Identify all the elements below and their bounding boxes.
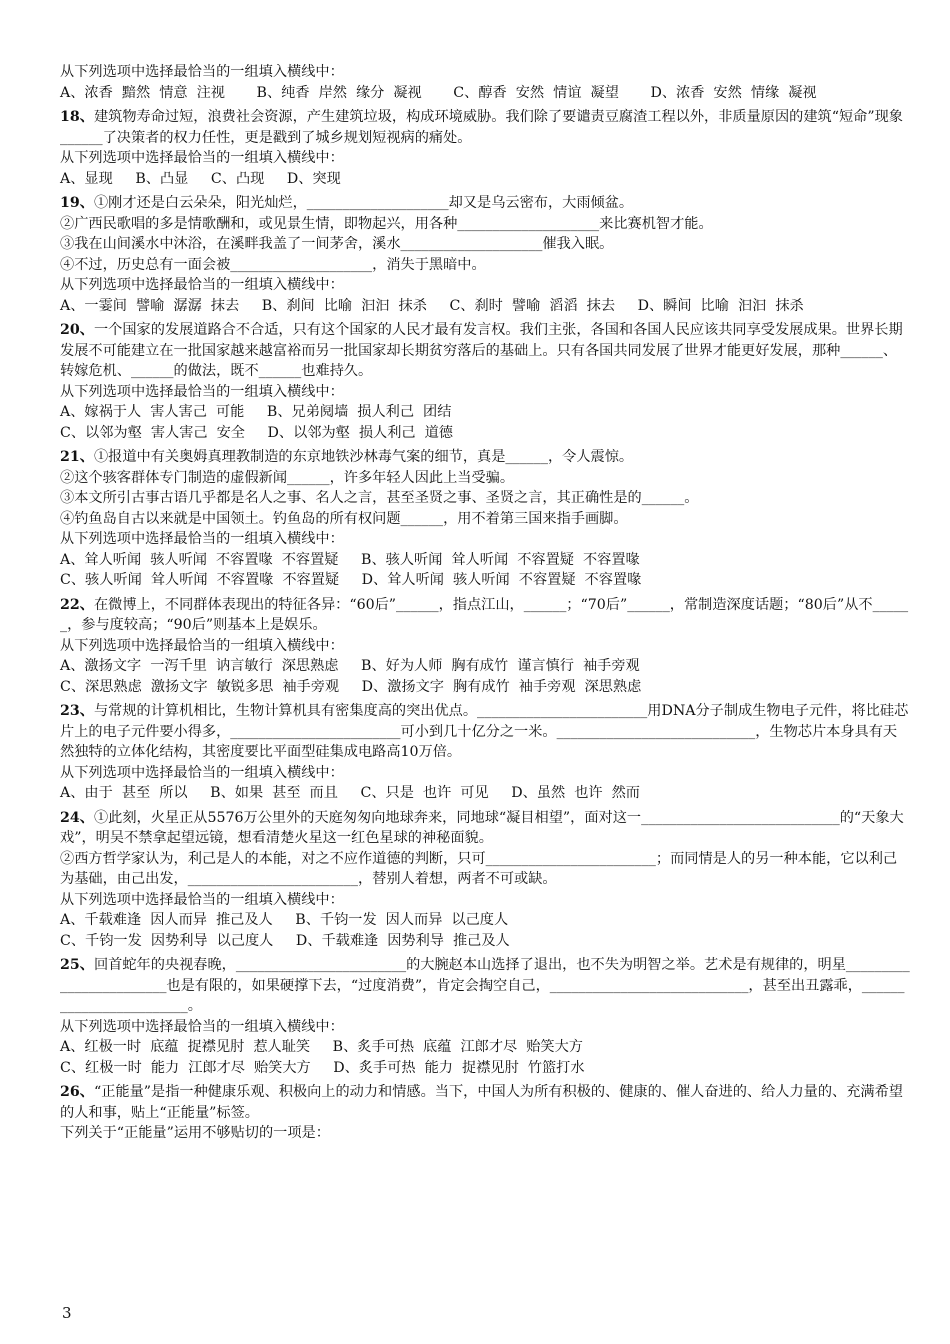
text-line	[60, 636, 910, 657]
question-number: 18、	[60, 109, 94, 125]
text-line	[60, 1058, 910, 1079]
line-text: 从下列选项中选择最恰当的一组填入横线中：	[60, 637, 344, 654]
text-line	[60, 296, 910, 317]
line-text: 在微博上，不同群体表现出的特征各异：“60后”______，指点江山，______；“70后”______，常制造深度话题；“80后”从不______，参与度较高；“90后”则基本上是娱乐。	[60, 596, 909, 633]
line-text: C、以邻为壑 害人害己 安全 D、以邻为壑 损人利己 道德	[60, 424, 453, 441]
text-line	[60, 488, 910, 509]
question-paragraph	[60, 447, 910, 468]
text-line	[60, 83, 910, 104]
line-text: 从下列选项中选择最恰当的一组填入横线中：	[60, 531, 344, 547]
text-line	[60, 570, 910, 591]
text-line	[60, 1037, 910, 1058]
line-text: C、红极一时 能力 江郎才尽 贻笑大方 D、炙手可热 能力 捉襟见肘 竹篮打水	[60, 1059, 585, 1076]
question-number: 19、	[60, 195, 94, 211]
text-line	[60, 402, 910, 423]
line-text: 从下列选项中选择最恰当的一组填入横线中：	[60, 891, 344, 908]
text-line	[60, 550, 910, 571]
page-number: 3	[62, 1304, 72, 1322]
text-line	[60, 423, 910, 444]
text-line	[60, 656, 910, 677]
question-number: 21、	[60, 449, 94, 465]
line-text: ②这个骇客群体专门制造的虚假新闻______，许多年轻人因此上当受骗。	[60, 469, 515, 486]
line-text: 一个国家的发展道路合不合适，只有这个国家的人民才最有发言权。我们主张，各国和各国人民应该共同享受发展成果。世界长期发展不可能建立在一批国家越来越富裕而另一批国家却长期贫穷落后的基础上。只有各国共同发展了世界才能更好发展，那种______、转嫁危机、______的做法，既不______也难持久。	[60, 322, 903, 379]
text-line	[60, 169, 910, 190]
line-text: A、激扬文字 一泻千里 讷言敏行 深思熟虑 B、好为人师 胸有成竹 谨言慎行 袖手旁观	[60, 658, 640, 674]
text-line	[60, 62, 910, 83]
line-text: A、嫁祸于人 害人害己 可能 B、兄弟阋墙 损人利己 团结	[60, 404, 452, 420]
text-line	[60, 275, 910, 296]
question-paragraph	[60, 595, 910, 636]
text-line	[60, 931, 910, 952]
line-text: “正能量”是指一种健康乐观、积极向上的动力和情感。当下，中国人为所有积极的、健康的、催人奋进的、给人力量的、充满希望的人和事，贴上“正能量”标签。	[60, 1084, 903, 1121]
line-text: ①刚才还是白云朵朵，阳光灿烂，____________________却又是乌云密布，大雨倾盆。	[93, 195, 634, 211]
line-text: 与常规的计算机相比，生物计算机具有密集度高的突出优点。________________________用DNA分子制成生物电子元件，将比硅芯片上的电子元件要小得多，________________________可小到几十亿分之一米。____________________________，生物芯片本身具有天然独特的立体化结构，其密度要比平面型硅集成电路高10万倍。	[60, 703, 909, 760]
text-line	[60, 234, 910, 255]
text-line	[60, 849, 910, 890]
question-paragraph	[60, 808, 910, 849]
line-text: C、千钧一发 因势利导 以己度人 D、千载难逢 因势利导 推己及人	[60, 932, 510, 949]
line-text: ②西方哲学家认为，利己是人的本能，对之不应作道德的判断，只可________________________；而同情是人的另一种本能，它以利己为基础，由己出发，________________________，替别人着想，两者不可或缺。	[60, 850, 898, 887]
text-line	[60, 1123, 910, 1144]
text-line	[60, 763, 910, 784]
text-line	[60, 910, 910, 931]
line-text: 从下列选项中选择最恰当的一组填入横线中：	[60, 277, 344, 293]
line-text: ③本文所引古事古语几乎都是名人之事、名人之言，甚至圣贤之事、圣贤之言，其正确性是的______。	[60, 490, 699, 506]
text-line	[60, 468, 910, 489]
line-text: 下列关于“正能量”运用不够贴切的一项是：	[60, 1125, 330, 1141]
document-body	[60, 62, 910, 1144]
line-text: ④钓鱼岛自古以来就是中国领土。钓鱼岛的所有权问题______，用不着第三国来指手画脚。	[60, 510, 628, 527]
question-number: 22、	[60, 596, 94, 613]
line-text: ①此刻，火星正从5576万公里外的天庭匆匆向地球奔来，同地球“凝目相望”，面对这一____________________________的“天象大戏”，明吴不禁拿起望远镜，想看清楚火星这一红色星球的神秘面貌。	[60, 809, 904, 846]
question-number: 24、	[60, 809, 94, 826]
line-text: A、浓香 黯然 情意 注视 B、纯香 岸然 缘分 凝视 C、醇香 安然 情谊 凝望 D、浓香 安然 情缘 凝视	[60, 84, 817, 101]
line-text: A、耸人听闻 骇人听闻 不容置喙 不容置疑 B、骇人听闻 耸人听闻 不容置疑 不容置喙	[60, 551, 640, 568]
line-text: A、显现 B、凸显 C、凸现 D、突现	[60, 170, 341, 187]
text-line	[60, 148, 910, 169]
line-text: 回首蛇年的央视春晚，________________________的大腕赵本山选择了退出，也不失为明智之举。艺术是有规律的，明星________________________也是有限的，如果硬撑下去，“过度消费”，肯定会掏空自己，____________________________，甚至出丑露乖，________________________。	[60, 957, 910, 1014]
line-text: A、红极一时 底蕴 捉襟见肘 惹人耻笑 B、炙手可热 底蕴 江郎才尽 贻笑大方	[60, 1039, 583, 1055]
question-paragraph	[60, 107, 910, 148]
line-text: 从下列选项中选择最恰当的一组填入横线中：	[60, 150, 344, 166]
line-text: 从下列选项中选择最恰当的一组填入横线中：	[60, 764, 344, 781]
text-line	[60, 214, 910, 235]
question-paragraph	[60, 955, 910, 1017]
line-text: C、深思熟虑 激扬文字 敏锐多思 袖手旁观 D、激扬文字 胸有成竹 袖手旁观 深思熟虑	[60, 678, 642, 695]
text-line	[60, 1017, 910, 1038]
text-line	[60, 529, 910, 550]
line-text: 建筑物寿命过短，浪费社会资源，产生建筑垃圾，构成环境威胁。我们除了要谴责豆腐渣工程以外，非质量原因的建筑“短命”现象______了决策者的权力任性，更是戳到了城乡规划短视病的痛处。	[60, 109, 903, 146]
text-line	[60, 890, 910, 911]
question-number: 25、	[60, 957, 94, 973]
question-paragraph	[60, 701, 910, 763]
line-text: A、千载难逢 因人而异 推己及人 B、千钧一发 因人而异 以己度人	[60, 912, 509, 928]
text-line	[60, 255, 910, 276]
question-number: 20、	[60, 322, 94, 338]
question-paragraph	[60, 320, 910, 382]
line-text: ④不过，历史总有一面会被____________________，消失于黑暗中。	[60, 256, 486, 273]
question-paragraph	[60, 193, 910, 214]
line-text: A、一霎间 譬喻 潺潺 抹去 B、刹间 比喻 汩汩 抹杀 C、刹时 譬喻 滔滔 抹去 D、瞬间 比喻 汩汩 抹杀	[60, 297, 804, 314]
line-text: 从下列选项中选择最恰当的一组填入横线中：	[60, 1018, 344, 1035]
line-text: ③我在山间溪水中沐浴，在溪畔我盖了一间茅舍，溪水____________________催我入眠。	[60, 236, 614, 252]
line-text: ①报道中有关奥姆真理教制造的东京地铁沙林毒气案的细节，真是______，令人震惊。	[93, 449, 634, 465]
text-line	[60, 382, 910, 403]
text-line	[60, 509, 910, 530]
line-text: ②广西民歌唱的多是情歌酬和，或见景生情，即物起兴，用各种____________________来比赛机智才能。	[60, 215, 713, 232]
question-number: 26、	[60, 1084, 94, 1100]
text-line	[60, 677, 910, 698]
question-paragraph	[60, 1082, 910, 1123]
text-line	[60, 783, 910, 804]
question-number: 23、	[60, 703, 94, 719]
line-text: A、由于 甚至 所以 B、如果 甚至 而且 C、只是 也许 可见 D、虽然 也许 然而	[60, 785, 640, 801]
line-text: C、骇人听闻 耸人听闻 不容置喙 不容置疑 D、耸人听闻 骇人听闻 不容置疑 不容置喙	[60, 572, 642, 588]
line-text: 从下列选项中选择最恰当的一组填入横线中：	[60, 383, 344, 400]
line-text: 从下列选项中选择最恰当的一组填入横线中：	[60, 64, 344, 80]
